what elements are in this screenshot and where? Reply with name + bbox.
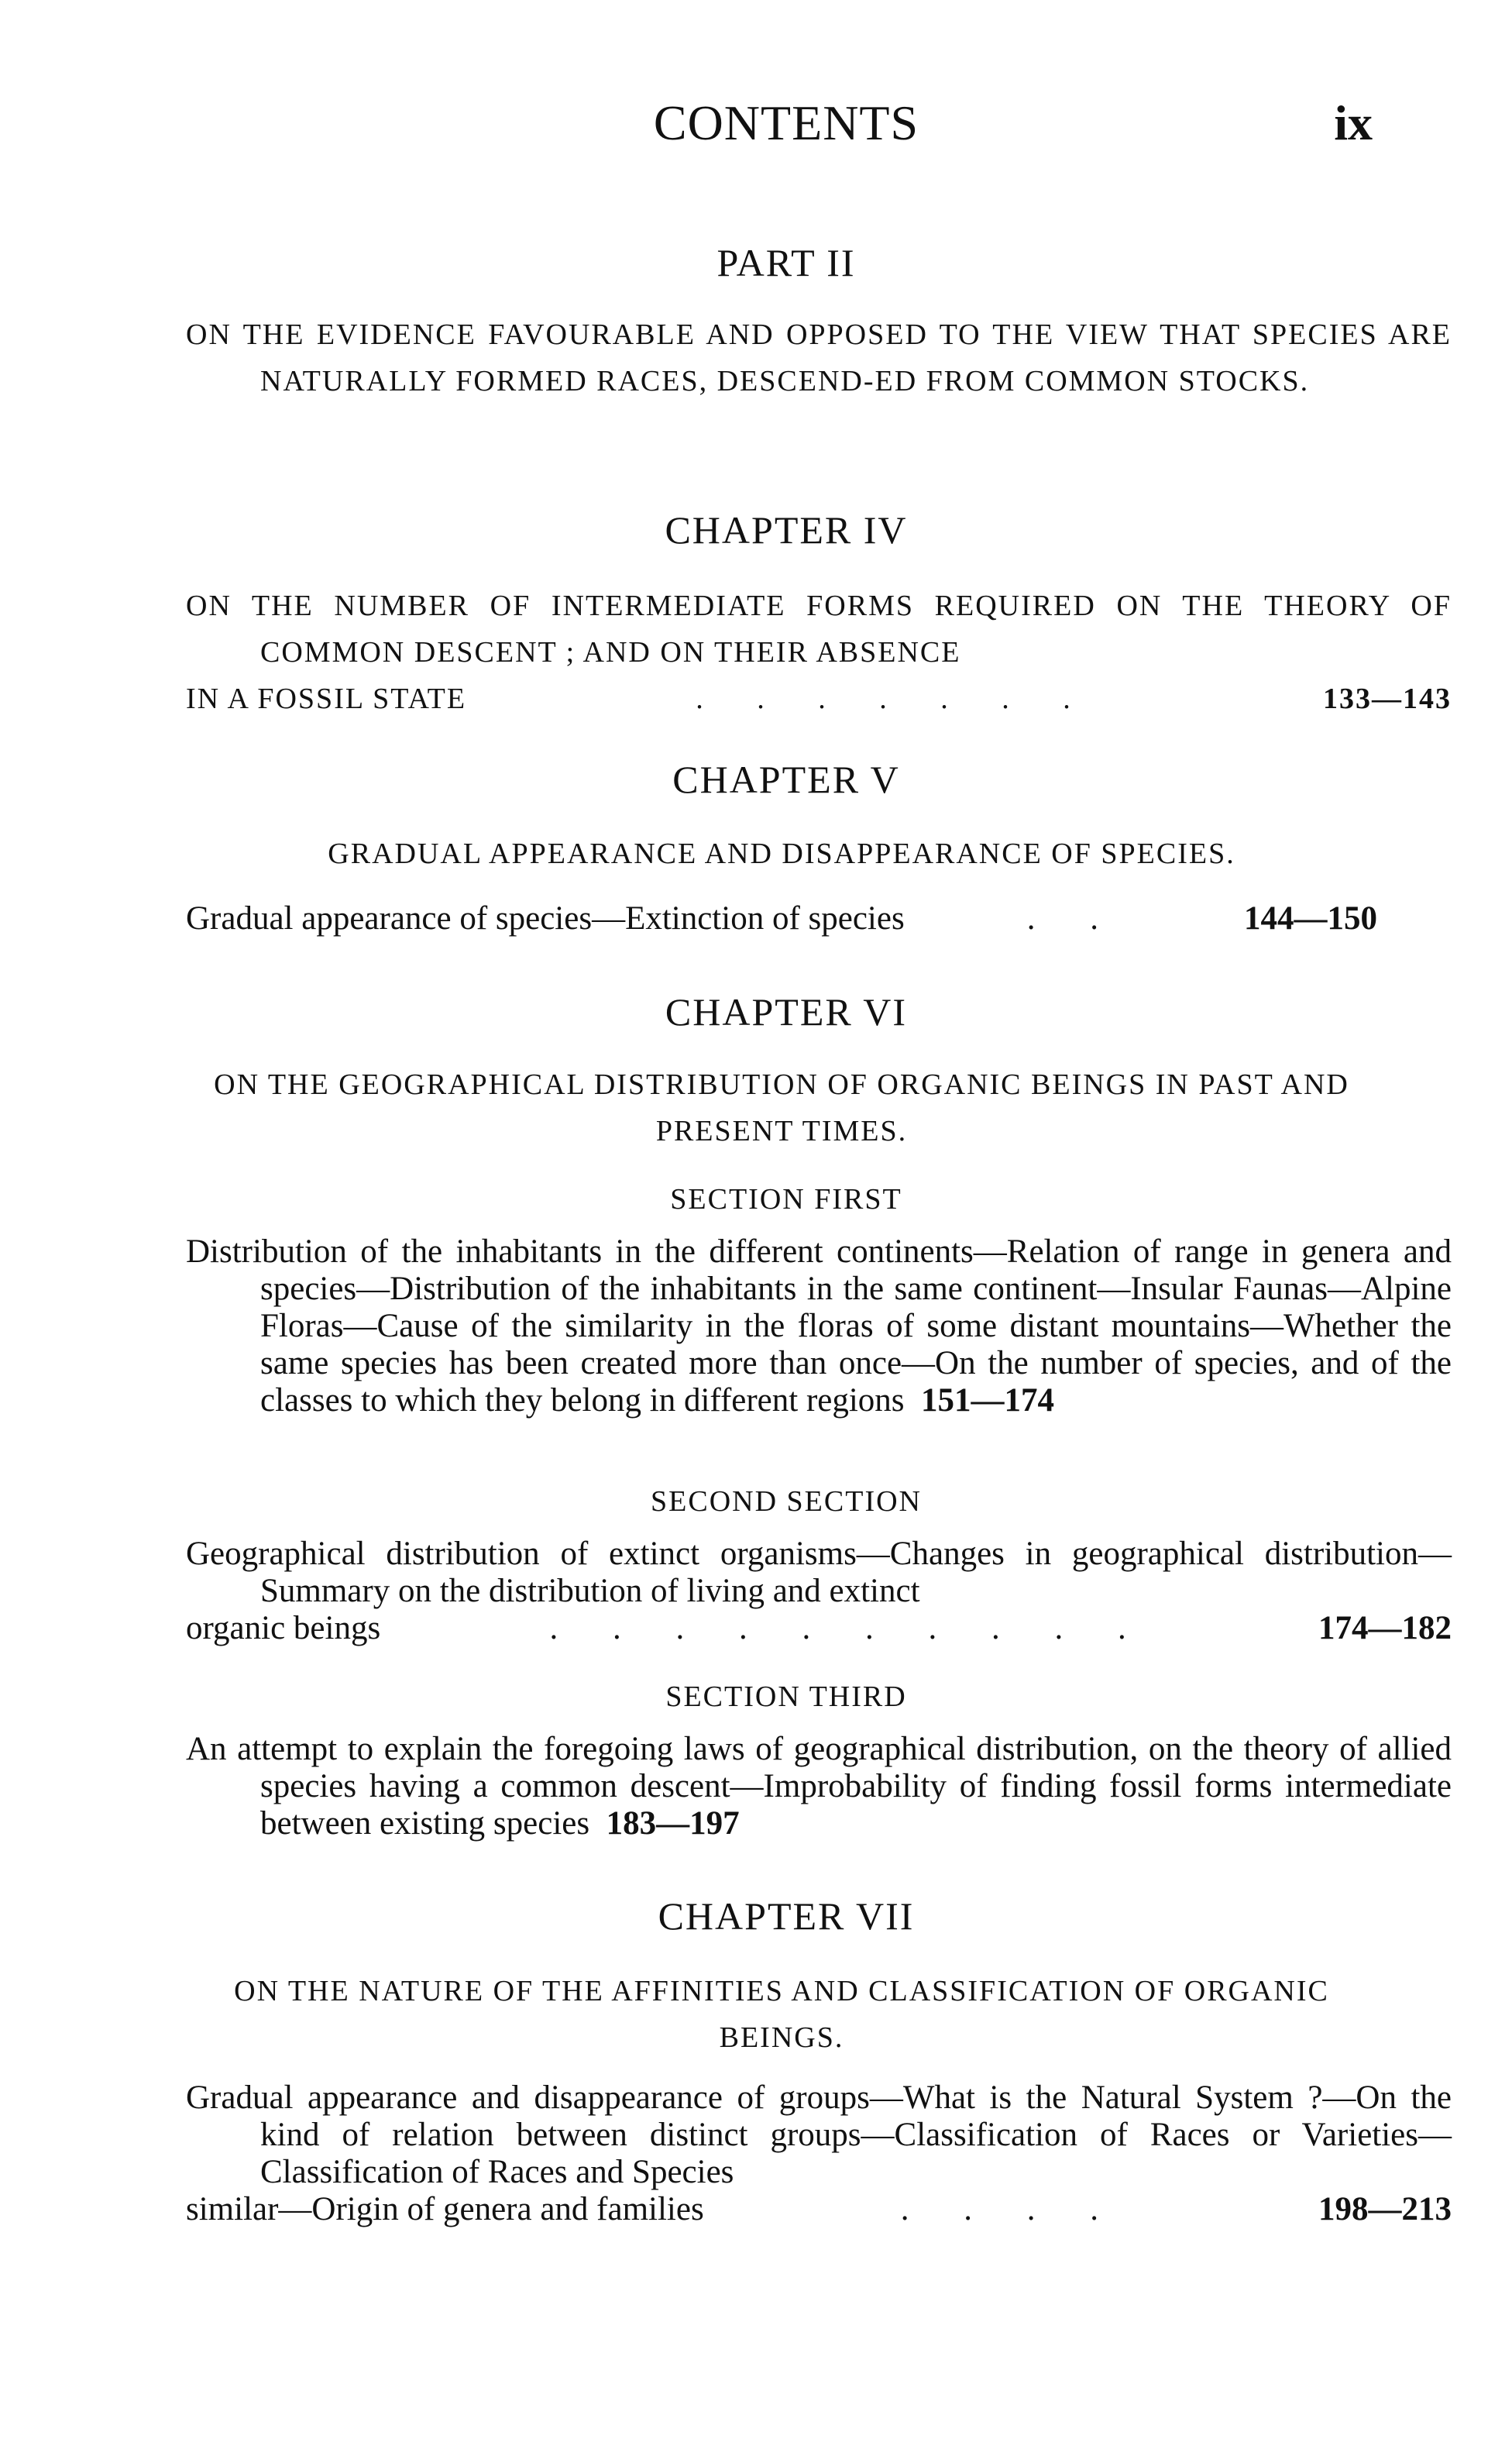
chapter-vi-title: ON THE GEOGRAPHICAL DISTRIBUTION OF ORGANIC BEINGS IN PAST AND PRESENT TIMES. xyxy=(214,1068,1349,1147)
second-section-last-line xyxy=(186,1610,1452,1647)
chapter-iv-title-end: IN A FOSSIL STATE xyxy=(186,683,467,715)
chapter-vii-title: ON THE NATURE OF THE AFFINITIES AND CLASSIFICATION OF ORGANIC BEINGS. xyxy=(234,1975,1329,2054)
section-third-pages: 183—197 xyxy=(606,1805,740,1842)
section-third-heading: SECTION THIRD xyxy=(665,1680,907,1713)
section-first-entry xyxy=(186,1233,1452,1419)
chapter-v-entry xyxy=(186,900,1377,937)
chapter-vii-text: Gradual appearance and disappearance of groups—What is the Natural System ?—On the kind of relation between distinct groups—Classification of Races or Varieties—Classification of Races and Species xyxy=(186,2079,1452,2190)
second-section-text: Geographical distribution of extinct organisms—Changes in geographical distribution—Summary on the distribution of living and extinct xyxy=(186,1536,1452,1609)
chapter-vi-heading: CHAPTER VI xyxy=(665,990,908,1034)
chapter-v-heading: CHAPTER V xyxy=(672,758,900,801)
chapter-iv-heading: CHAPTER IV xyxy=(665,508,908,552)
section-first-heading: SECTION FIRST xyxy=(670,1183,902,1216)
dot-leader: . . xyxy=(1026,900,1122,937)
second-section-heading: SECOND SECTION xyxy=(651,1485,922,1518)
page-number: ix xyxy=(1334,95,1373,150)
part-heading: PART II xyxy=(716,241,856,284)
chapter-vii-last-line xyxy=(186,2191,1452,2228)
section-first-pages: 151—174 xyxy=(921,1382,1055,1419)
chapter-v-title: GRADUAL APPEARANCE AND DISAPPEARANCE OF SPECIES. xyxy=(328,838,1235,870)
dot-leader: . . . . xyxy=(900,2191,1122,2227)
running-head xyxy=(0,95,1512,157)
section-first-text: Distribution of the inhabitants in the different continents—Relation of range in genera and species—Distribution of the inhabitants in the same continent—Insular Faunas—Alpine Floras—Cause of the similarity in the floras of some distant mountains—Whether the same species has been created more than once—On the number of species, and of the classes to which they belong in different regions xyxy=(186,1233,1452,1419)
chapter-iv-entry xyxy=(186,583,1452,722)
chapter-vii-entry xyxy=(186,2079,1452,2228)
second-section-pages: 174—182 xyxy=(1318,1610,1452,1646)
chapter-v-line xyxy=(186,900,1377,937)
chapter-iv-pages: 133—143 xyxy=(1323,683,1452,715)
dot-leader: . . . . . . . xyxy=(696,683,1094,715)
chapter-vii-heading: CHAPTER VII xyxy=(658,1894,915,1938)
dot-leader: . . . . . . . . . . xyxy=(549,1610,1149,1646)
section-third-text: An attempt to explain the foregoing laws of geographical distribution, on the theory of allied species having a common descent—Improbability of finding fossil forms intermediate between existing species xyxy=(186,1731,1452,1842)
chapter-v-pages: 144—150 xyxy=(1244,900,1377,937)
section-third-entry xyxy=(186,1731,1452,1842)
part-summary: ON THE EVIDENCE FAVOURABLE AND OPPOSED TO THE VIEW THAT SPECIES ARE NATURALLY FORMED RACES, DESCEND-ED FROM COMMON STOCKS. xyxy=(186,318,1452,397)
chapter-iv-last-line xyxy=(186,676,1452,722)
running-title: CONTENTS xyxy=(653,95,919,150)
chapter-v-text: Gradual appearance of species—Extinction of species xyxy=(186,900,905,937)
chapter-iv-title: ON THE NUMBER OF INTERMEDIATE FORMS REQUIRED ON THE THEORY OF COMMON DESCENT ; AND ON THEIR ABSENCE xyxy=(186,590,1452,669)
chapter-vii-pages: 198—213 xyxy=(1318,2191,1452,2227)
second-section-entry xyxy=(186,1536,1452,1647)
chapter-vii-text-end: similar—Origin of genera and families xyxy=(186,2191,704,2227)
second-section-text-end: organic beings xyxy=(186,1610,381,1646)
